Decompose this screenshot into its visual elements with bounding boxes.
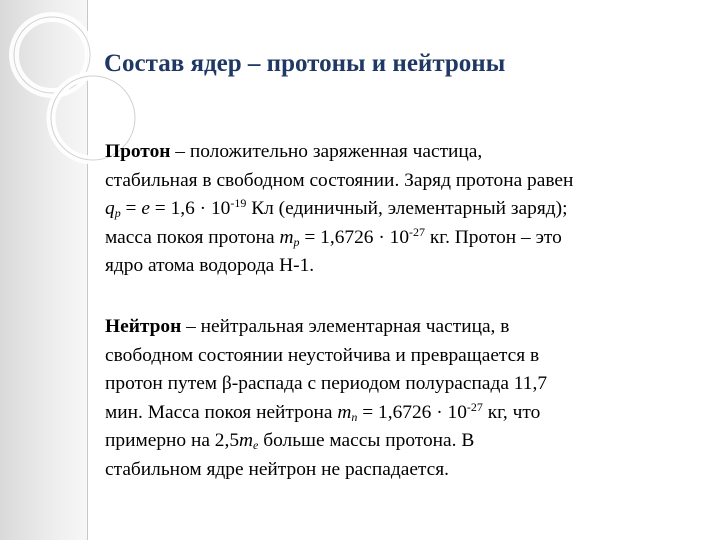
neutron-line-4 — [105, 399, 695, 428]
text: = 1,6726 · 10 — [299, 226, 410, 248]
subscript-p: p — [293, 234, 300, 249]
exponent: -27 — [466, 399, 483, 414]
proton-line-4 — [105, 224, 695, 253]
text: протон путем β-распада с периодом полураспада 11,7 — [105, 373, 548, 395]
proton-paragraph — [105, 138, 695, 281]
neutron-line-3 — [105, 370, 695, 399]
symbol-m: m — [279, 226, 294, 248]
text: = 1,6726 · 10 — [357, 401, 467, 423]
text: примерно на 2,5 — [105, 430, 240, 452]
text: масса покоя протона — [105, 226, 280, 248]
symbol-m: m — [337, 401, 352, 423]
symbol-e: e — [141, 198, 150, 220]
text: – положительно заряженная частица, — [170, 141, 483, 162]
neutron-line-5 — [105, 427, 695, 456]
text: мин. Масса покоя нейтрона — [105, 401, 338, 423]
neutron-line-2 — [105, 342, 695, 371]
proton-line-2 — [105, 167, 695, 196]
text: стабильная в свободном состоянии. Заряд протона равен — [105, 169, 574, 191]
text: – нейтральная элементарная частица, в — [181, 316, 510, 337]
subscript-p: p — [114, 206, 121, 221]
proton-line-1 — [105, 138, 695, 167]
neutron-line-6 — [105, 456, 695, 485]
text: кг, что — [482, 401, 541, 423]
neutron-line-1 — [105, 313, 695, 342]
text: = — [120, 198, 142, 220]
text: Кл (единичный, элементарный заряд); — [246, 198, 568, 220]
proton-term: Протон — [105, 141, 171, 162]
slide-title: Состав ядер – протоны и нейтроны — [104, 50, 506, 77]
exponent: -27 — [409, 224, 426, 239]
neutron-term: Нейтрон — [105, 316, 182, 337]
text: свободном состоянии неустойчива и превращается в — [105, 344, 540, 366]
text: ядро атома водорода Н-1. — [105, 255, 315, 277]
proton-line-3 — [105, 195, 695, 224]
neutron-paragraph — [105, 313, 695, 485]
symbol-m: m — [239, 430, 254, 452]
text: больше массы протона. В — [258, 430, 475, 452]
subscript-e: e — [253, 438, 259, 453]
text: кг. Протон – это — [425, 226, 562, 248]
text: стабильном ядре нейтрон не распадается. — [105, 458, 450, 480]
subscript-n: n — [351, 409, 358, 424]
exponent: -19 — [230, 196, 247, 211]
text: = 1,6 · 10 — [149, 198, 231, 220]
proton-line-5 — [105, 252, 695, 281]
symbol-q: q — [105, 198, 115, 220]
